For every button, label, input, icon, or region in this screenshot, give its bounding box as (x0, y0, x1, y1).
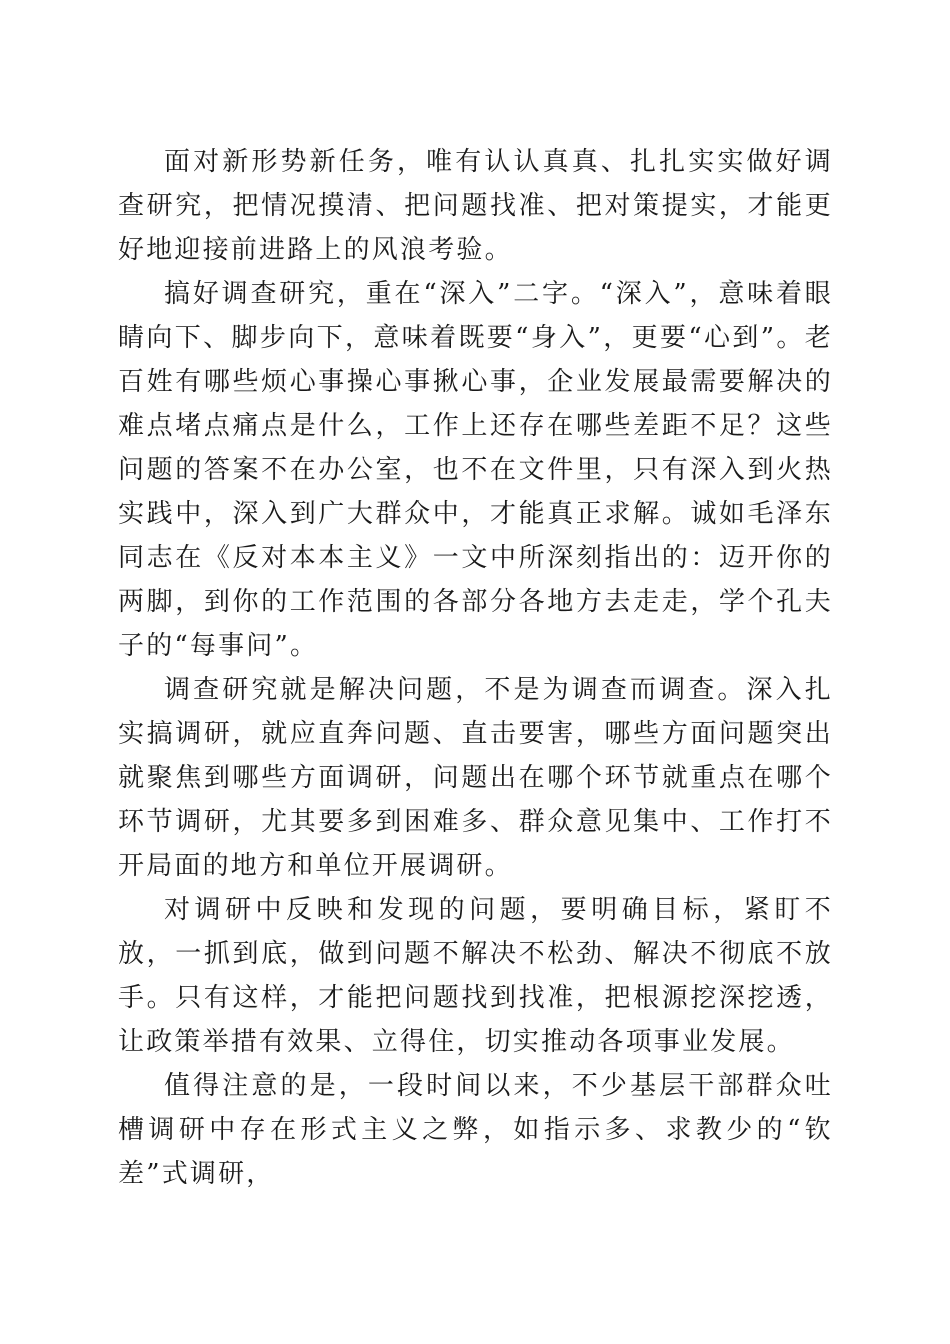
paragraph: 值得注意的是，一段时间以来，不少基层干部群众吐槽调研中存在形式主义之弊，如指示多、求教少的“钦差”式调研， (118, 1071, 833, 1189)
document-body (118, 140, 833, 1196)
paragraph: 调查研究就是解决问题，不是为调查而调查。深入扎实搞调研，就应直奔问题、直击要害，哪些方面问题突出就聚焦到哪些方面调研，问题出在哪个环节就重点在哪个环节调研，尤其要多到困难多、群众意见集中、工作打不开局面的地方和单位开展调研。 (118, 675, 833, 881)
paragraph: 对调研中反映和发现的问题，要明确目标，紧盯不放，一抓到底，做到问题不解决不松劲、解决不彻底不放手。只有这样，才能把问题找到找准，把根源挖深挖透，让政策举措有效果、立得住，切实推动各项事业发展。 (118, 895, 833, 1057)
paragraph: 面对新形势新任务，唯有认认真真、扎扎实实做好调查研究，把情况摸清、把问题找准、把对策提实，才能更好地迎接前进路上的风浪考验。 (118, 147, 833, 265)
paragraph: 搞好调查研究，重在“深入”二字。“深入”，意味着眼睛向下、脚步向下，意味着既要“身入”，更要“心到”。老百姓有哪些烦心事操心事揪心事，企业发展最需要解决的难点堵点痛点是什么，工作上还存在哪些差距不足？这些问题的答案不在办公室，也不在文件里，只有深入到火热实践中，深入到广大群众中，才能真正求解。诚如毛泽东同志在《反对本本主义》一文中所深刻指出的：迈开你的两脚，到你的工作范围的各部分各地方去走走，学个孔夫子的“每事问”。 (118, 279, 833, 661)
